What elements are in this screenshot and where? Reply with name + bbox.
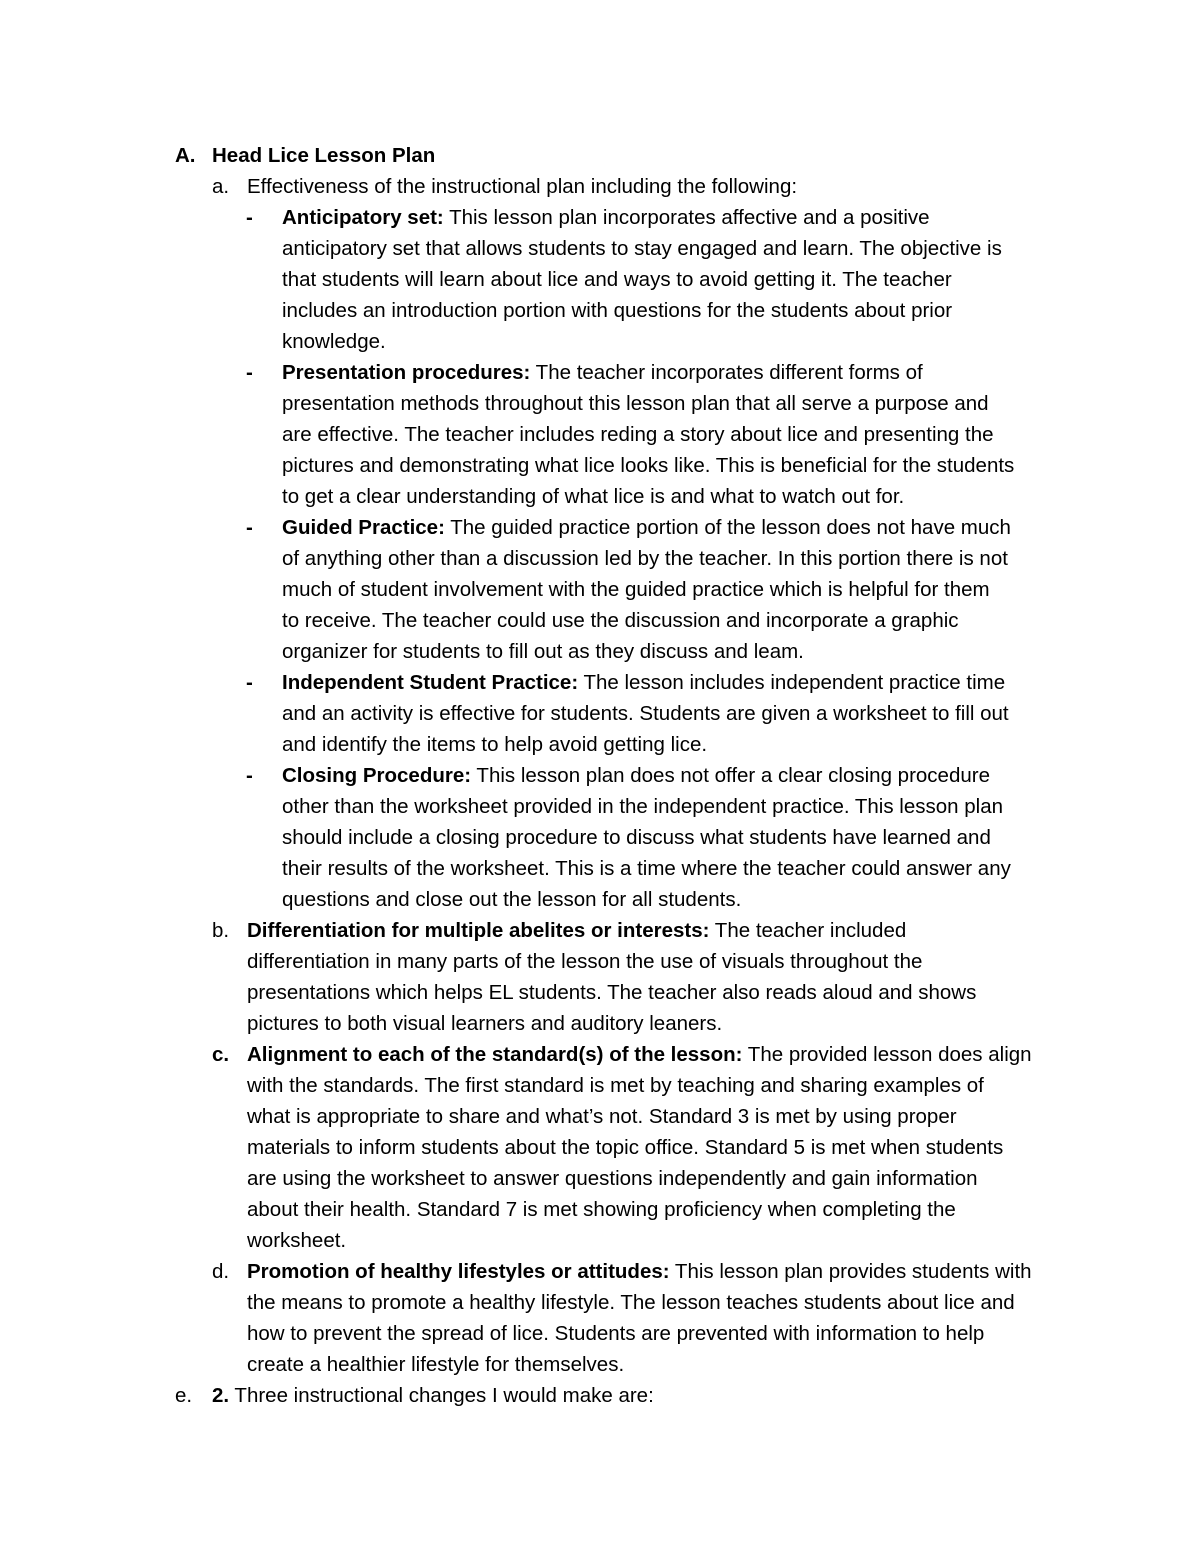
item-text: with the standards. The first standard is met by teaching and sharing examples of [247, 1074, 984, 1097]
item-text: worksheet. [247, 1229, 347, 1252]
bullet-anticipatory-label: Anticipatory set: [282, 206, 444, 229]
bullet-marker: - [246, 361, 253, 384]
bullet-text: other than the worksheet provided in the independent practice. This lesson plan [282, 795, 1004, 818]
item-text: The teacher included [709, 919, 907, 942]
bullet-text: presentation methods throughout this lesson plan that all serve a purpose and [282, 392, 989, 415]
bullet-presentation-label: Presentation procedures: [282, 361, 531, 384]
bullet-text: The teacher incorporates different forms of [530, 361, 923, 384]
document-title: Head Lice Lesson Plan [212, 144, 436, 167]
bullet-marker: - [246, 671, 253, 694]
bullet-text: and identify the items to help avoid getting lice. [282, 733, 708, 756]
bullet-text: The lesson includes independent practice time [578, 671, 1006, 694]
bullet-text: The guided practice portion of the lesson does not have much [444, 516, 1011, 539]
bullet-marker: - [246, 764, 253, 787]
bullet-closing-label: Closing Procedure: [282, 764, 472, 787]
item-text: presentations which helps EL students. The teacher also reads aloud and shows [247, 981, 977, 1004]
bullet-text: their results of the worksheet. This is a time where the teacher could answer any [282, 857, 1011, 880]
item-d-label: Promotion of healthy lifestyles or attitudes: [247, 1260, 670, 1283]
bullet-text: to receive. The teacher could use the discussion and incorporate a graphic [282, 609, 959, 632]
bullet-text: to get a clear understanding of what lice is and what to watch out for. [282, 485, 905, 508]
item-a-text: Effectiveness of the instructional plan including the following: [247, 175, 798, 198]
item-text: The provided lesson does align [742, 1043, 1032, 1066]
bullet-anticipatory-line [282, 202, 930, 233]
item-text: about their health. Standard 7 is met showing proficiency when completing the [247, 1198, 956, 1221]
item-e-marker: e. [175, 1384, 193, 1407]
item-c-label: Alignment to each of the standard(s) of the lesson: [247, 1043, 743, 1066]
bullet-text: questions and close out the lesson for all students. [282, 888, 742, 911]
item-b-marker: b. [212, 919, 230, 942]
bullet-text: organizer for students to fill out as they discuss and leam. [282, 640, 804, 663]
item-text: are using the worksheet to answer questions independently and gain information [247, 1167, 978, 1190]
item-a-marker: a. [212, 175, 230, 198]
item-b-line [247, 915, 906, 946]
item-text: materials to inform students about the topic office. Standard 5 is met when students [247, 1136, 1004, 1159]
bullet-text: that students will learn about lice and ways to avoid getting it. The teacher [282, 268, 952, 291]
bullet-closing-line [282, 760, 990, 791]
bullet-text: are effective. The teacher includes reding a story about lice and presenting the [282, 423, 994, 446]
bullet-guided-line [282, 512, 1011, 543]
bullet-independent-label: Independent Student Practice: [282, 671, 579, 694]
bullet-text: should include a closing procedure to discuss what students have learned and [282, 826, 991, 849]
item-b-label: Differentiation for multiple abelites or interests: [247, 919, 710, 942]
item-e-line [212, 1380, 654, 1411]
bullet-text: anticipatory set that allows students to stay engaged and learn. The objective is [282, 237, 1002, 260]
item-e-text: Three instructional changes I would make are: [229, 1384, 654, 1407]
item-text: pictures to both visual learners and auditory leaners. [247, 1012, 723, 1035]
bullet-text: of anything other than a discussion led by the teacher. In this portion there is not [282, 547, 1008, 570]
bullet-independent-line [282, 667, 1005, 698]
item-text: what is appropriate to share and what’s not. Standard 3 is met by using proper [247, 1105, 957, 1128]
bullet-text: knowledge. [282, 330, 386, 353]
item-e-label: 2. [212, 1384, 230, 1407]
bullet-text: This lesson plan does not offer a clear closing procedure [471, 764, 990, 787]
bullet-text: This lesson plan incorporates affective and a positive [443, 206, 930, 229]
item-text: the means to promote a healthy lifestyle. The lesson teaches students about lice and [247, 1291, 1015, 1314]
item-text: differentiation in many parts of the lesson the use of visuals throughout the [247, 950, 923, 973]
item-d-line [247, 1256, 1032, 1287]
bullet-marker: - [246, 516, 253, 539]
bullet-text: and an activity is effective for students. Students are given a worksheet to fill out [282, 702, 1009, 725]
item-c-marker: c. [212, 1043, 230, 1066]
bullet-presentation-line [282, 357, 923, 388]
bullet-text: pictures and demonstrating what lice looks like. This is beneficial for the students [282, 454, 1015, 477]
item-text: create a healthier lifestyle for themselves. [247, 1353, 625, 1376]
item-d-marker: d. [212, 1260, 230, 1283]
bullet-text: much of student involvement with the guided practice which is helpful for them [282, 578, 990, 601]
bullet-text: includes an introduction portion with questions for the students about prior [282, 299, 953, 322]
heading-marker: A. [175, 144, 196, 167]
bullet-guided-label: Guided Practice: [282, 516, 445, 539]
item-text: how to prevent the spread of lice. Students are prevented with information to help [247, 1322, 985, 1345]
bullet-marker: - [246, 206, 253, 229]
item-c-line [247, 1039, 1032, 1070]
item-text: This lesson plan provides students with [669, 1260, 1032, 1283]
